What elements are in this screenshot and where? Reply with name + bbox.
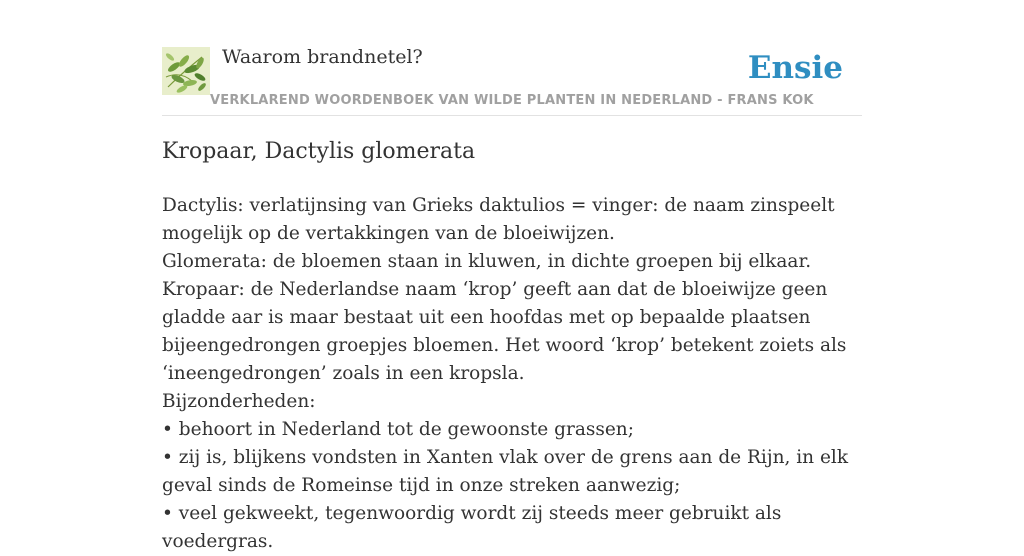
plant-leaves-icon[interactable] bbox=[162, 47, 210, 95]
entry-paragraph: Kropaar: de Nederlandse naam ‘krop’ geeft aan dat de bloeiwijze geen gladde aar is maar bestaat uit een hoofdas met op bepaalde plaatsen bijeengedrongen groepjes bloemen. Het woord ‘krop’ betekent zoiets als ‘ineengedrongen’ zoals in een kropsla. bbox=[162, 279, 847, 384]
ensie-logo[interactable]: Ensie bbox=[747, 50, 843, 86]
header bbox=[162, 44, 862, 116]
entry-paragraph: Dactylis: verlatijnsing van Grieks daktulios = vinger: de naam zinspeelt mogelijk op de vertakkingen van de bloeiwijzen. bbox=[162, 195, 835, 244]
entry-title: Kropaar, Dactylis glomerata bbox=[162, 139, 476, 164]
entry-paragraph: Glomerata: de bloemen staan in kluwen, in dichte groepen bij elkaar. bbox=[162, 251, 812, 272]
book-subtitle[interactable]: VERKLAREND WOORDENBOEK VAN WILDE PLANTEN IN NEDERLAND - FRANS KOK bbox=[210, 93, 814, 108]
entry-paragraph: Bijzonderheden: bbox=[162, 391, 316, 412]
entry-body bbox=[162, 192, 868, 556]
book-title[interactable]: Waarom brandnetel? bbox=[222, 46, 423, 68]
entry-list-item: • behoort in Nederland tot de gewoonste grassen; bbox=[162, 419, 634, 440]
entry-list-item: • zij is, blijkens vondsten in Xanten vlak over de grens aan de Rijn, in elk geval sinds de Romeinse tijd in onze streken aanwezig; bbox=[162, 447, 849, 496]
entry-list-item: • veel gekweekt, tegenwoordig wordt zij steeds meer gebruikt als voedergras. bbox=[162, 503, 782, 552]
header-divider bbox=[162, 115, 862, 116]
